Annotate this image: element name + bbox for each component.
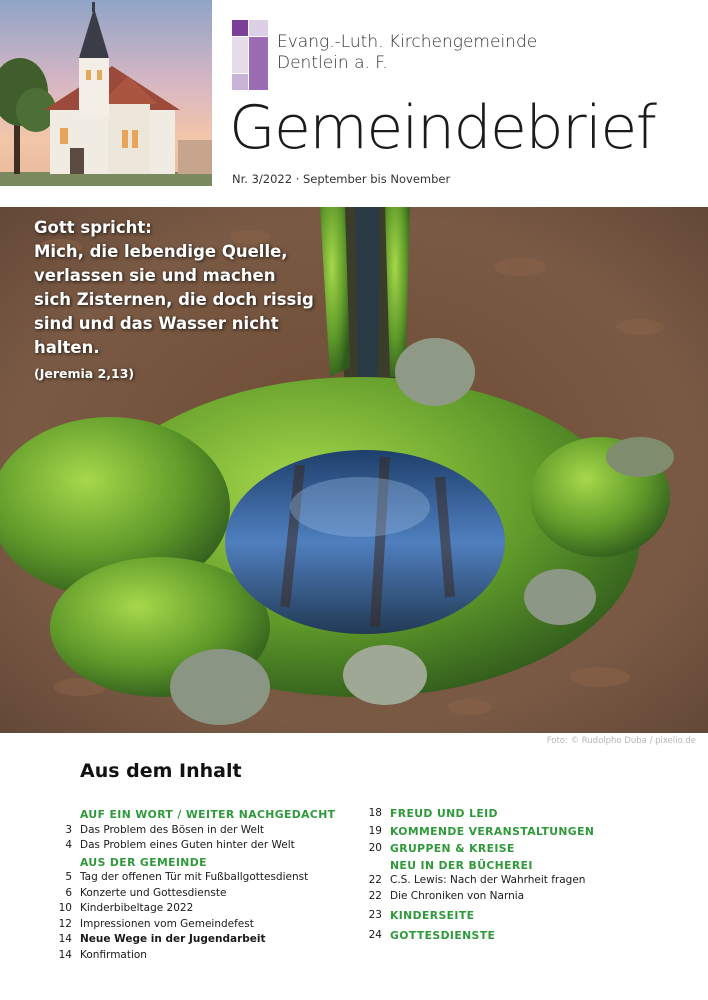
- contents-entry[interactable]: [50, 917, 350, 933]
- entry-title: Die Chroniken von Narnia: [390, 889, 525, 902]
- contents-entry[interactable]: [50, 901, 350, 917]
- entry-section-title: KOMMENDE VERANSTALTUNGEN: [390, 824, 595, 838]
- entry-title: Neue Wege in der Jugendarbeit: [80, 933, 266, 945]
- contents-entry-highlighted[interactable]: [50, 932, 350, 948]
- contents-entry[interactable]: [50, 886, 350, 902]
- entry-page: 4: [65, 839, 72, 851]
- quote-line: Gott spricht:: [34, 218, 152, 237]
- issue-info: Nr. 3/2022 · September bis November: [232, 172, 451, 186]
- parish-name: [277, 32, 537, 74]
- photo-credit: Foto: © Rudolpho Duba / pixelio.de: [546, 736, 696, 746]
- entry-page: 24: [368, 928, 382, 941]
- quote-reference: (Jeremia 2,13): [34, 366, 135, 381]
- entry-page: 14: [58, 948, 72, 961]
- contents-entry[interactable]: [360, 873, 660, 889]
- newsletter-title: Gemeindebrief: [229, 93, 656, 163]
- contents-entry[interactable]: [360, 841, 660, 857]
- entry-section-title: GOTTESDIENSTE: [390, 928, 496, 942]
- quote-line: sich Zisternen, die doch rissig: [34, 290, 314, 309]
- entry-title: Das Problem eines Guten hinter der Welt: [80, 839, 295, 851]
- contents-section-heading: AUF EIN WORT / WEITER NACHGEDACHT: [80, 808, 336, 821]
- entry-title: Impressionen vom Gemeindefest: [80, 917, 254, 930]
- contents-entry[interactable]: [360, 928, 660, 944]
- entry-page: 5: [65, 871, 72, 883]
- entry-section-title: KINDERSEITE: [390, 909, 475, 922]
- contents-section-heading: AUS DER GEMEINDE: [80, 855, 207, 869]
- contents-left-column: [50, 806, 350, 963]
- entry-title: Konzerte und Gottesdienste: [80, 886, 227, 899]
- entry-page: 6: [65, 886, 72, 899]
- contents-entry[interactable]: [50, 823, 350, 839]
- contents-right-column: [360, 806, 660, 943]
- entry-title: Konfirmation: [80, 948, 147, 961]
- contents-entry[interactable]: [360, 889, 660, 905]
- contents-entry[interactable]: [360, 824, 660, 840]
- bible-quote: [34, 216, 314, 386]
- contents-section-heading: NEU IN DER BÜCHEREI: [390, 858, 533, 872]
- quote-line: sind und das Wasser nicht: [34, 314, 279, 333]
- contents-entry[interactable]: [50, 870, 350, 886]
- entry-page: 18: [368, 807, 382, 819]
- quote-line: halten.: [34, 338, 100, 357]
- entry-section-title: FREUD UND LEID: [390, 807, 498, 820]
- contents-entry[interactable]: [50, 838, 350, 854]
- parish-name-line1: Evang.-Luth. Kirchengemeinde: [277, 32, 538, 52]
- quote-line: Mich, die lebendige Quelle,: [34, 242, 288, 261]
- entry-title: Kinderbibeltage 2022: [80, 902, 194, 914]
- parish-logo: [232, 20, 268, 90]
- contents-entry[interactable]: [360, 908, 660, 924]
- quote-line: verlassen sie und machen: [34, 266, 276, 285]
- contents-entry[interactable]: [360, 806, 660, 822]
- entry-page: 20: [368, 842, 382, 854]
- contents-entry[interactable]: [50, 948, 350, 964]
- entry-title: C.S. Lewis: Nach der Wahrheit fragen: [390, 874, 586, 886]
- entry-page: 22: [368, 889, 382, 902]
- entry-page: 23: [368, 909, 382, 921]
- entry-title: Tag der offenen Tür mit Fußballgottesdienst: [80, 871, 309, 883]
- entry-page: 22: [368, 874, 382, 886]
- contents-heading: Aus dem Inhalt: [80, 760, 242, 782]
- entry-page: 12: [58, 917, 72, 930]
- entry-page: 14: [58, 933, 72, 945]
- parish-name-line2: Dentlein a. F.: [277, 53, 388, 73]
- entry-title: Das Problem des Bösen in der Welt: [80, 823, 265, 836]
- church-photo: [0, 0, 212, 186]
- entry-page: 19: [368, 824, 382, 837]
- entry-page: 10: [58, 902, 72, 914]
- entry-page: 3: [65, 823, 72, 836]
- entry-section-title: GRUPPEN & KREISE: [390, 842, 515, 855]
